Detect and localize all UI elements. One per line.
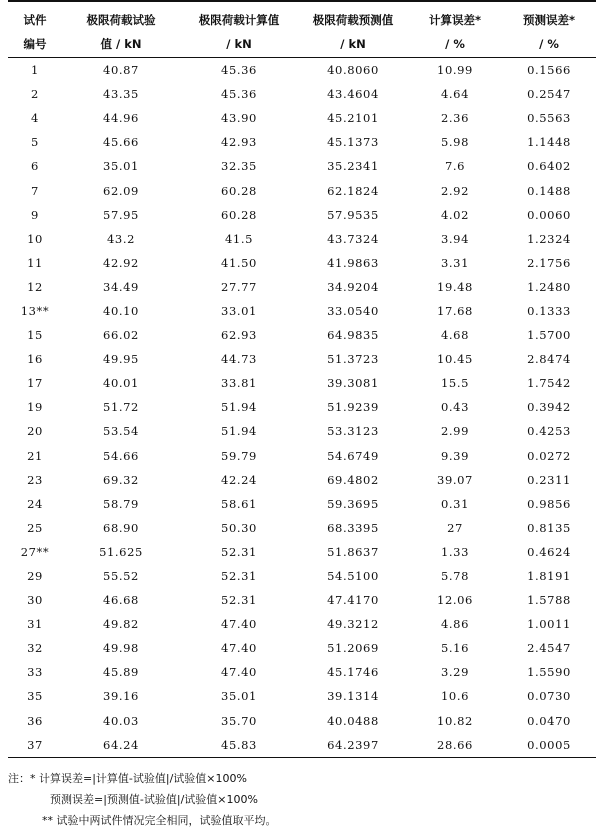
specimen-id: 24: [27, 496, 43, 511]
predicted-load-cell: 51.9239: [327, 400, 379, 415]
pred-error-cell: 0.1566: [527, 63, 571, 78]
calculated-load-cell: 42.93: [221, 135, 257, 150]
header-specimen: 试件: [8, 1, 62, 31]
predicted-load-cell: 51.8637: [327, 544, 379, 559]
header-calc-error: 计算误差*: [408, 1, 502, 31]
calc-error-cell: 4.86: [440, 617, 469, 632]
table-row: [8, 58, 596, 83]
table-row: [8, 371, 596, 395]
calculated-load-cell: 52.31: [221, 569, 257, 584]
test-load-cell: 53.54: [103, 424, 139, 439]
header-test-load-unit: 值 / kN: [62, 31, 180, 58]
test-load-cell: 40.01: [103, 376, 139, 391]
test-load-cell: 40.87: [103, 63, 139, 78]
table-notes: [8, 768, 588, 831]
calculated-load-cell: 52.31: [221, 593, 257, 608]
pred-error-cell: 0.0272: [527, 448, 571, 463]
calc-error-cell: 9.39: [440, 448, 469, 463]
calculated-load-cell: 41.50: [221, 255, 257, 270]
predicted-load-cell: 64.2397: [298, 733, 408, 758]
predicted-load-cell: 45.1373: [327, 135, 379, 150]
test-load-cell: 49.95: [103, 352, 139, 367]
table-row: [8, 709, 596, 733]
test-load-cell: 51.72: [103, 400, 139, 415]
calculated-load-cell: 27.77: [221, 279, 257, 294]
specimen-id: 29: [27, 569, 43, 584]
header-calculated-load: 极限荷载计算值: [180, 1, 298, 31]
calculated-load-cell: 42.24: [221, 472, 257, 487]
table-row: [8, 275, 596, 299]
pred-error-cell: 0.1333: [527, 303, 571, 318]
specimen-id: 12: [27, 279, 43, 294]
pred-error-cell: 0.0730: [527, 689, 571, 704]
predicted-load-cell: 47.4170: [327, 593, 379, 608]
calc-error-cell: 0.31: [440, 496, 469, 511]
specimen-id: 2: [31, 87, 39, 102]
table-row: [8, 588, 596, 612]
pred-error-cell: 0.0060: [527, 207, 571, 222]
pred-error-cell: 1.2324: [527, 231, 571, 246]
specimen-id: 19: [27, 400, 43, 415]
predicted-load-cell: 64.9835: [327, 328, 379, 343]
note-pred-error: 预测误差=|预测值-试验值|/试验值×100%: [50, 793, 258, 806]
header-row-1: [8, 1, 596, 31]
table-row: [8, 684, 596, 708]
specimen-id: 10: [27, 231, 43, 246]
calc-error-cell: 19.48: [437, 279, 473, 294]
specimen-id: 5: [31, 135, 39, 150]
calc-error-cell: 1.33: [440, 544, 469, 559]
pred-error-cell: 0.1488: [527, 183, 571, 198]
calculated-load-cell: 52.31: [221, 544, 257, 559]
pred-error-cell: 0.2311: [527, 472, 571, 487]
predicted-load-cell: 40.8060: [327, 63, 379, 78]
header-calc-error-unit: / %: [408, 31, 502, 58]
calculated-load-cell: 32.35: [221, 159, 257, 174]
table-row: [8, 419, 596, 443]
predicted-load-cell: 34.9204: [327, 279, 379, 294]
pred-error-cell: 1.5788: [527, 593, 571, 608]
predicted-load-cell: 45.2101: [327, 111, 379, 126]
calculated-load-cell: 62.93: [221, 328, 257, 343]
table-row: [8, 203, 596, 227]
test-load-cell: 68.90: [103, 520, 139, 535]
pred-error-cell: 0.9856: [527, 496, 571, 511]
pred-error-cell: 1.2480: [527, 279, 571, 294]
specimen-id: 13**: [20, 303, 50, 318]
calc-error-cell: 39.07: [437, 472, 473, 487]
pred-error-cell: 0.0005: [502, 733, 596, 758]
calculated-load-cell: 59.79: [221, 448, 257, 463]
pred-error-cell: 0.6402: [527, 159, 571, 174]
table-row: [8, 636, 596, 660]
test-load-cell: 43.2: [106, 231, 135, 246]
predicted-load-cell: 39.3081: [327, 376, 379, 391]
pred-error-cell: 0.4624: [527, 544, 571, 559]
calculated-load-cell: 45.36: [221, 87, 257, 102]
specimen-id: 30: [27, 593, 43, 608]
table-row: [8, 564, 596, 588]
table-header: [8, 1, 596, 58]
predicted-load-cell: 57.9535: [327, 207, 379, 222]
table-row: [8, 106, 596, 130]
calc-error-cell: 4.68: [440, 328, 469, 343]
pred-error-cell: 0.2547: [527, 87, 571, 102]
calc-error-cell: 3.31: [440, 255, 469, 270]
results-table-container: [8, 0, 596, 758]
specimen-id: 37: [8, 733, 62, 758]
note-duplicate-specimens: ** 试验中两试件情况完全相同，试验值取平均。: [42, 814, 277, 827]
test-load-cell: 42.92: [103, 255, 139, 270]
specimen-id: 6: [31, 159, 39, 174]
table-row: [8, 323, 596, 347]
calculated-load-cell: 43.90: [221, 111, 257, 126]
calculated-load-cell: 44.73: [221, 352, 257, 367]
table-row: [8, 178, 596, 202]
pred-error-cell: 1.8191: [527, 569, 571, 584]
test-load-cell: 45.89: [103, 665, 139, 680]
predicted-load-cell: 43.7324: [327, 231, 379, 246]
table-row: [8, 251, 596, 275]
test-load-cell: 54.66: [103, 448, 139, 463]
pred-error-cell: 0.3942: [527, 400, 571, 415]
pred-error-cell: 2.4547: [527, 641, 571, 656]
calc-error-cell: 5.16: [440, 641, 469, 656]
specimen-id: 1: [31, 63, 39, 78]
header-specimen-number: 编号: [8, 31, 62, 58]
table-row: [8, 154, 596, 178]
calculated-load-cell: 47.40: [221, 617, 257, 632]
calculated-load-cell: 41.5: [224, 231, 253, 246]
pred-error-cell: 0.0470: [527, 713, 571, 728]
specimen-id: 11: [27, 255, 43, 270]
test-load-cell: 49.98: [103, 641, 139, 656]
calc-error-cell: 10.6: [440, 689, 469, 704]
predicted-load-cell: 35.2341: [327, 159, 379, 174]
test-load-cell: 66.02: [103, 328, 139, 343]
table-row: [8, 612, 596, 636]
test-load-cell: 43.35: [103, 87, 139, 102]
predicted-load-cell: 59.3695: [327, 496, 379, 511]
specimen-id: 36: [27, 713, 43, 728]
calculated-load-cell: 45.36: [221, 63, 257, 78]
predicted-load-cell: 41.9863: [327, 255, 379, 270]
calc-error-cell: 2.92: [440, 183, 469, 198]
pred-error-cell: 0.4253: [527, 424, 571, 439]
table-row: [8, 395, 596, 419]
specimen-id: 15: [27, 328, 43, 343]
table-row: [8, 130, 596, 154]
specimen-id: 17: [27, 376, 43, 391]
calculated-load-cell: 33.01: [221, 303, 257, 318]
table-body: [8, 58, 596, 758]
test-load-cell: 49.82: [103, 617, 139, 632]
predicted-load-cell: 53.3123: [327, 424, 379, 439]
specimen-id: 9: [31, 207, 39, 222]
calc-error-cell: 12.06: [437, 593, 473, 608]
calc-error-cell: 15.5: [440, 376, 469, 391]
test-load-cell: 45.66: [103, 135, 139, 150]
calc-error-cell: 10.99: [437, 63, 473, 78]
note-calc-error: 注：* 计算误差=|计算值-试验值|/试验值×100%: [8, 772, 247, 785]
specimen-id: 33: [27, 665, 43, 680]
calc-error-cell: 0.43: [440, 400, 469, 415]
pred-error-cell: 1.5700: [527, 328, 571, 343]
calc-error-cell: 4.64: [440, 87, 469, 102]
calculated-load-cell: 60.28: [221, 183, 257, 198]
calc-error-cell: 5.98: [440, 135, 469, 150]
header-predicted-load-unit: / kN: [298, 31, 408, 58]
specimen-id: 25: [27, 520, 43, 535]
calculated-load-cell: 51.94: [221, 400, 257, 415]
table-row: [8, 733, 596, 758]
calculated-load-cell: 35.01: [221, 689, 257, 704]
pred-error-cell: 2.1756: [527, 255, 571, 270]
specimen-id: 21: [27, 448, 43, 463]
predicted-load-cell: 51.3723: [327, 352, 379, 367]
pred-error-cell: 1.7542: [527, 376, 571, 391]
calc-error-cell: 3.94: [440, 231, 469, 246]
calculated-load-cell: 51.94: [221, 424, 257, 439]
calc-error-cell: 4.02: [440, 207, 469, 222]
predicted-load-cell: 45.1746: [327, 665, 379, 680]
specimen-id: 23: [27, 472, 43, 487]
pred-error-cell: 1.0011: [527, 617, 571, 632]
pred-error-cell: 2.8474: [527, 352, 571, 367]
calc-error-cell: 17.68: [437, 303, 473, 318]
table-row: [8, 540, 596, 564]
calc-error-cell: 2.36: [440, 111, 469, 126]
table-row: [8, 299, 596, 323]
specimen-id: 27**: [20, 544, 50, 559]
test-load-cell: 44.96: [103, 111, 139, 126]
calculated-load-cell: 33.81: [221, 376, 257, 391]
specimen-id: 16: [27, 352, 43, 367]
header-row-2: [8, 31, 596, 58]
predicted-load-cell: 40.0488: [327, 713, 379, 728]
calc-error-cell: 10.45: [437, 352, 473, 367]
test-load-cell: 39.16: [103, 689, 139, 704]
calculated-load-cell: 47.40: [221, 641, 257, 656]
predicted-load-cell: 54.6749: [327, 448, 379, 463]
specimen-id: 4: [31, 111, 39, 126]
calc-error-cell: 2.99: [440, 424, 469, 439]
table-row: [8, 82, 596, 106]
predicted-load-cell: 69.4802: [327, 472, 379, 487]
table-row: [8, 516, 596, 540]
test-load-cell: 51.625: [99, 544, 143, 559]
pred-error-cell: 0.5563: [527, 111, 571, 126]
predicted-load-cell: 39.1314: [327, 689, 379, 704]
results-table: [8, 0, 596, 758]
test-load-cell: 40.03: [103, 713, 139, 728]
table-row: [8, 468, 596, 492]
test-load-cell: 35.01: [103, 159, 139, 174]
header-calculated-load-unit: / kN: [180, 31, 298, 58]
calc-error-cell: 27: [447, 520, 463, 535]
specimen-id: 20: [27, 424, 43, 439]
predicted-load-cell: 51.2069: [327, 641, 379, 656]
specimen-id: 31: [27, 617, 43, 632]
predicted-load-cell: 49.3212: [327, 617, 379, 632]
header-test-load: 极限荷载试验: [62, 1, 180, 31]
header-pred-error: 预测误差*: [502, 1, 596, 31]
specimen-id: 32: [27, 641, 43, 656]
test-load-cell: 57.95: [103, 207, 139, 222]
table-row: [8, 227, 596, 251]
calculated-load-cell: 47.40: [221, 665, 257, 680]
header-pred-error-unit: / %: [502, 31, 596, 58]
calculated-load-cell: 60.28: [221, 207, 257, 222]
specimen-id: 7: [31, 183, 39, 198]
test-load-cell: 46.68: [103, 593, 139, 608]
pred-error-cell: 1.5590: [527, 665, 571, 680]
table-row: [8, 347, 596, 371]
predicted-load-cell: 54.5100: [327, 569, 379, 584]
calc-error-cell: 10.82: [437, 713, 473, 728]
predicted-load-cell: 43.4604: [327, 87, 379, 102]
calculated-load-cell: 35.70: [221, 713, 257, 728]
calculated-load-cell: 58.61: [221, 496, 257, 511]
test-load-cell: 55.52: [103, 569, 139, 584]
calc-error-cell: 28.66: [408, 733, 502, 758]
test-load-cell: 40.10: [103, 303, 139, 318]
predicted-load-cell: 68.3395: [327, 520, 379, 535]
calc-error-cell: 5.78: [440, 569, 469, 584]
specimen-id: 35: [27, 689, 43, 704]
calculated-load-cell: 45.83: [180, 733, 298, 758]
test-load-cell: 69.32: [103, 472, 139, 487]
pred-error-cell: 0.8135: [527, 520, 571, 535]
table-row: [8, 444, 596, 468]
predicted-load-cell: 33.0540: [327, 303, 379, 318]
calc-error-cell: 3.29: [440, 665, 469, 680]
calculated-load-cell: 50.30: [221, 520, 257, 535]
calc-error-cell: 7.6: [444, 159, 466, 174]
predicted-load-cell: 62.1824: [327, 183, 379, 198]
pred-error-cell: 1.1448: [527, 135, 571, 150]
test-load-cell: 64.24: [62, 733, 180, 758]
test-load-cell: 58.79: [103, 496, 139, 511]
table-row: [8, 492, 596, 516]
test-load-cell: 62.09: [103, 183, 139, 198]
header-predicted-load: 极限荷载预测值: [298, 1, 408, 31]
table-row: [8, 660, 596, 684]
test-load-cell: 34.49: [103, 279, 139, 294]
